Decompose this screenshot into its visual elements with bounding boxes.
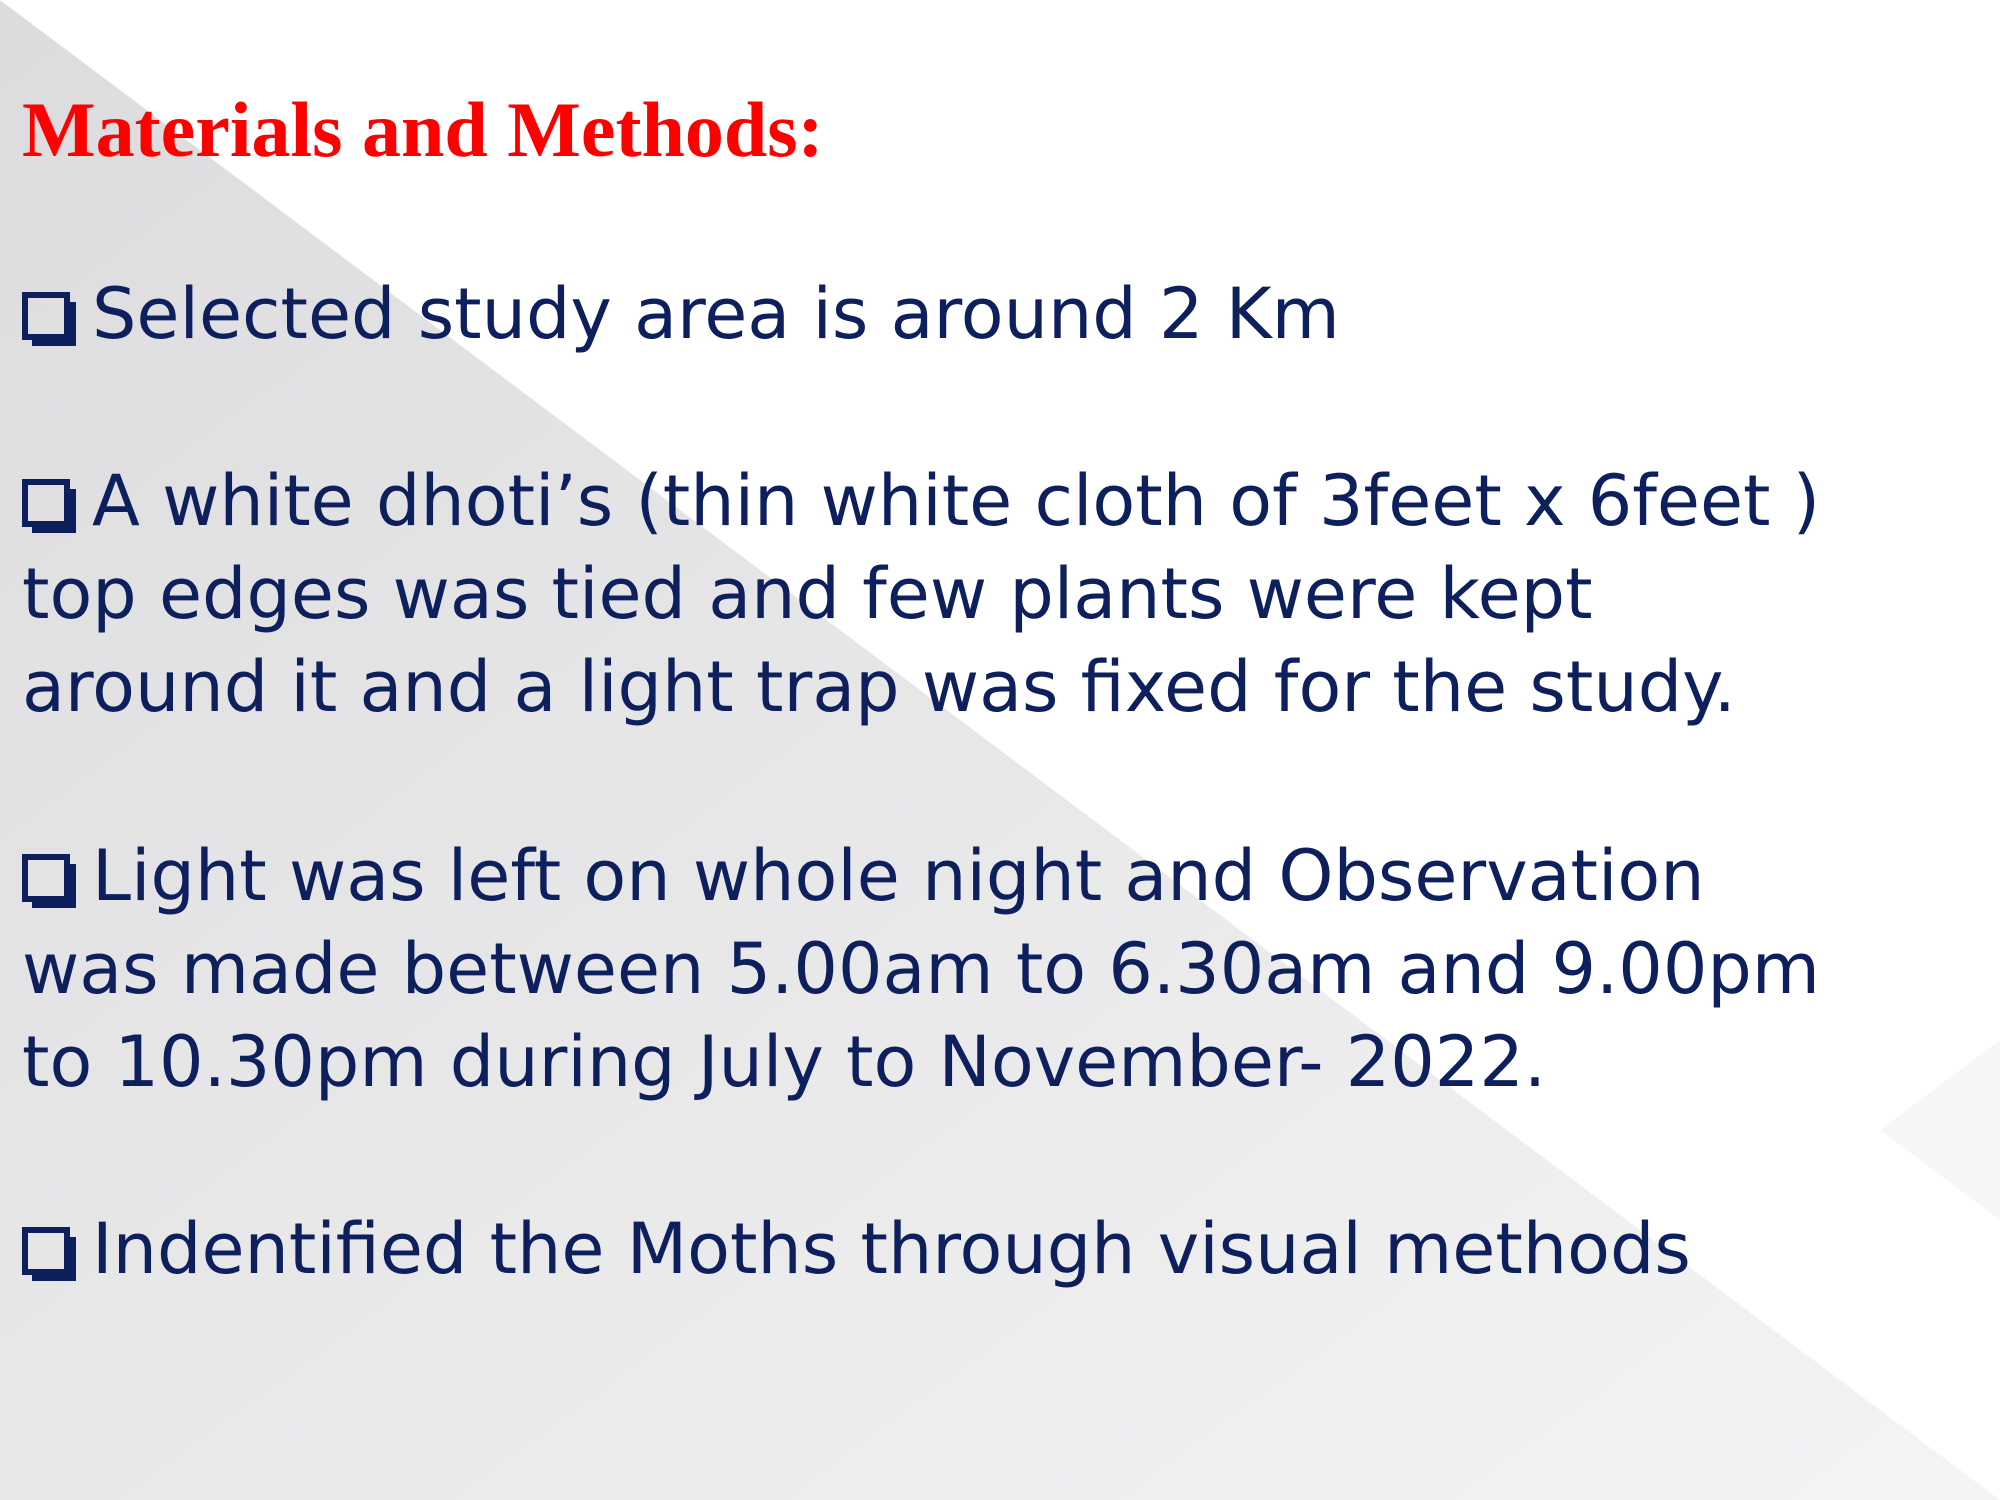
bullet-text: A white dhoti’s (thin white cloth of 3feet x 6feet )	[92, 460, 1821, 542]
bullet-observation-schedule	[22, 830, 1820, 1109]
bullet-text: was made between 5.00am to 6.30am and 9.00pm	[22, 928, 1820, 1010]
bullet-text: Light was left on whole night and Observation	[92, 835, 1705, 917]
bullet-identification	[22, 1203, 1691, 1296]
bullet-study-area	[22, 268, 1340, 361]
hollow-square-bullet-icon	[22, 292, 70, 340]
slide-title: Materials and Methods:	[22, 86, 824, 173]
bullet-text: to 10.30pm during July to November- 2022.	[22, 1021, 1547, 1103]
bullet-text: Indentified the Moths through visual methods	[92, 1208, 1691, 1290]
bullet-light-trap-setup	[22, 455, 1820, 734]
bullet-text: top edges was tied and few plants were kept	[22, 553, 1593, 635]
bullet-text: around it and a light trap was fixed for the study.	[22, 646, 1736, 728]
hollow-square-bullet-icon	[22, 854, 70, 902]
hollow-square-bullet-icon	[22, 479, 70, 527]
bullet-text: Selected study area is around 2 Km	[92, 273, 1340, 355]
hollow-square-bullet-icon	[22, 1227, 70, 1275]
